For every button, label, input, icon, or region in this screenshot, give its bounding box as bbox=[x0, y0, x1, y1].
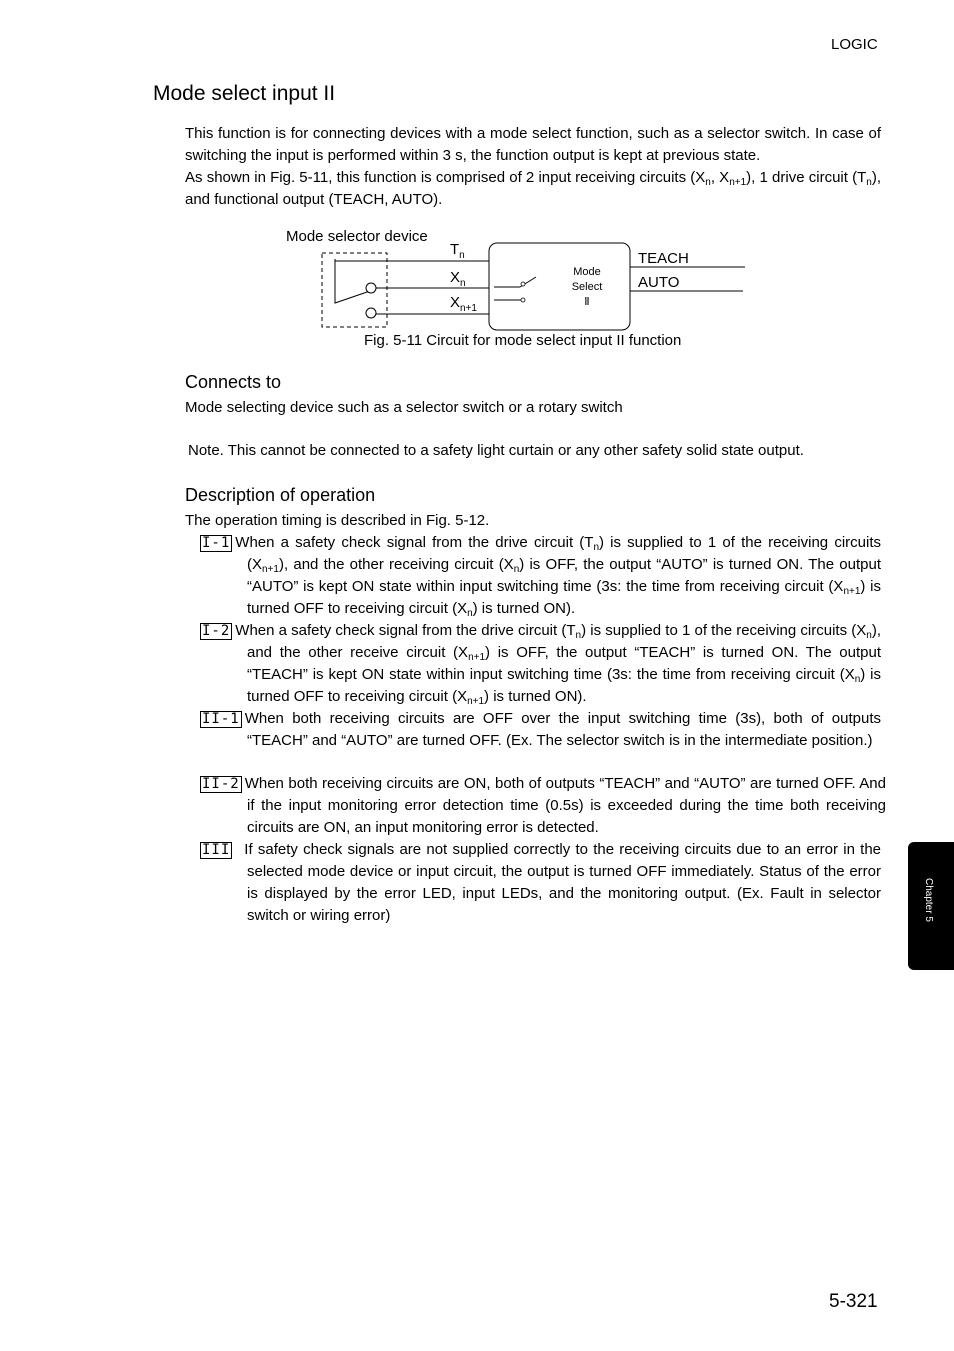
page-number: 5-321 bbox=[829, 1291, 878, 1312]
contact-xn bbox=[366, 283, 376, 293]
output-auto-label: AUTO bbox=[638, 274, 680, 291]
selector-lever bbox=[335, 259, 370, 303]
intro-p1: This function is for connecting devices with a mode select function, such as a selector switch. In case of switching the input is performed within 3 s, the function output is kept at previous state. bbox=[185, 125, 881, 164]
contact-xn1 bbox=[366, 308, 376, 318]
connects-text: Mode selecting device such as a selector switch or a rotary switch bbox=[185, 399, 623, 416]
operation-item-iii: III If safety check signals are not supplied correctly to the receiving circuits due to an error in the selected mode device or input circuit, the output is turned OFF immediately. Status of the error is displayed by the error LED, input LEDs, and the monitoring output. (Ex. Fault in selector switch or wiring error) bbox=[202, 841, 881, 924]
svg-text:Mode: Mode bbox=[573, 266, 601, 278]
circuit-diagram bbox=[280, 225, 760, 333]
item-label: I-2 bbox=[202, 623, 231, 639]
device-box bbox=[322, 253, 387, 327]
operation-intro: The operation timing is described in Fig. 5-12. bbox=[185, 512, 490, 529]
intro-paragraph bbox=[185, 123, 881, 211]
chapter-tab bbox=[908, 842, 954, 970]
device-label: Mode selector device bbox=[286, 228, 428, 245]
operation-item-ii-1: II-1 When both receiving circuits are OFF over the input switching time (3s), both of outputs “TEACH” and “AUTO” are turned OFF. (Ex. The selector switch is in the intermediate position.) bbox=[202, 710, 881, 749]
operation-item-i-1: I-1 When a safety check signal from the drive circuit $(T_n)$ is supplied to 1 of the receiving circuits $(X_{n+1})$, and the other receiving circuit $(X_n)$ is OFF, the output “AUTO” is turned ON. The output “AUTO” is kept ON state within input switching time (3s: the time from receiving circuit $(X_{n+1})$ is turned OFF to receiving circuit $(X_n)$ is turned ON). bbox=[202, 534, 882, 619]
item-label: II-2 bbox=[202, 776, 240, 792]
connects-heading: Connects to bbox=[185, 372, 282, 392]
label-xn: $X_n$ bbox=[450, 269, 466, 289]
operation-item-ii-2: II-2 When both receiving circuits are ON, both of outputs “TEACH” and “AUTO” are turned OFF. And if the input monitoring error detection time (0.5s) is exceeded during the time both receiving circuits are ON, an input monitoring error is detected. bbox=[202, 775, 886, 836]
label-tn: $T_n$ bbox=[450, 241, 465, 261]
operation-heading: Description of operation bbox=[185, 485, 376, 505]
section-title: Mode select input II bbox=[153, 82, 336, 105]
chapter-tab-label: Chapter 5 bbox=[923, 878, 934, 922]
svg-text:Ⅱ: Ⅱ bbox=[584, 296, 590, 308]
label-xn1: $X_{n+1}$ bbox=[450, 294, 477, 314]
item-label: I-1 bbox=[202, 535, 231, 551]
item-label: II-1 bbox=[202, 711, 240, 727]
figure-caption: Fig. 5-11 Circuit for mode select input II function bbox=[364, 332, 682, 349]
operation-item-i-2: I-2 When a safety check signal from the drive circuit $(T_n)$ is supplied to 1 of the receiving circuits $(X_n)$, and the other receive circuit $(X_{n+1})$ is OFF, the output “TEACH” is turned ON. The output “TEACH” is kept ON state within input switching time (3s: the time from receiving circuit $(X_n)$ is turned OFF to receiving circuit $(X_{n+1})$ is turned ON). bbox=[202, 622, 882, 707]
svg-text:Select: Select bbox=[571, 281, 603, 293]
output-teach-label: TEACH bbox=[638, 250, 689, 267]
connects-note: Note. This cannot be connected to a safety light curtain or any other safety solid state output. bbox=[188, 442, 804, 459]
running-header: LOGIC bbox=[831, 36, 878, 53]
item-label: III bbox=[202, 842, 231, 858]
intro-p2: As shown in Fig. 5-11, this function is comprised of 2 input receiving circuits ($X_n$, $X_{n+1}$), 1 drive circuit $(T_n)$, and functional output (TEACH, AUTO). bbox=[185, 169, 882, 208]
